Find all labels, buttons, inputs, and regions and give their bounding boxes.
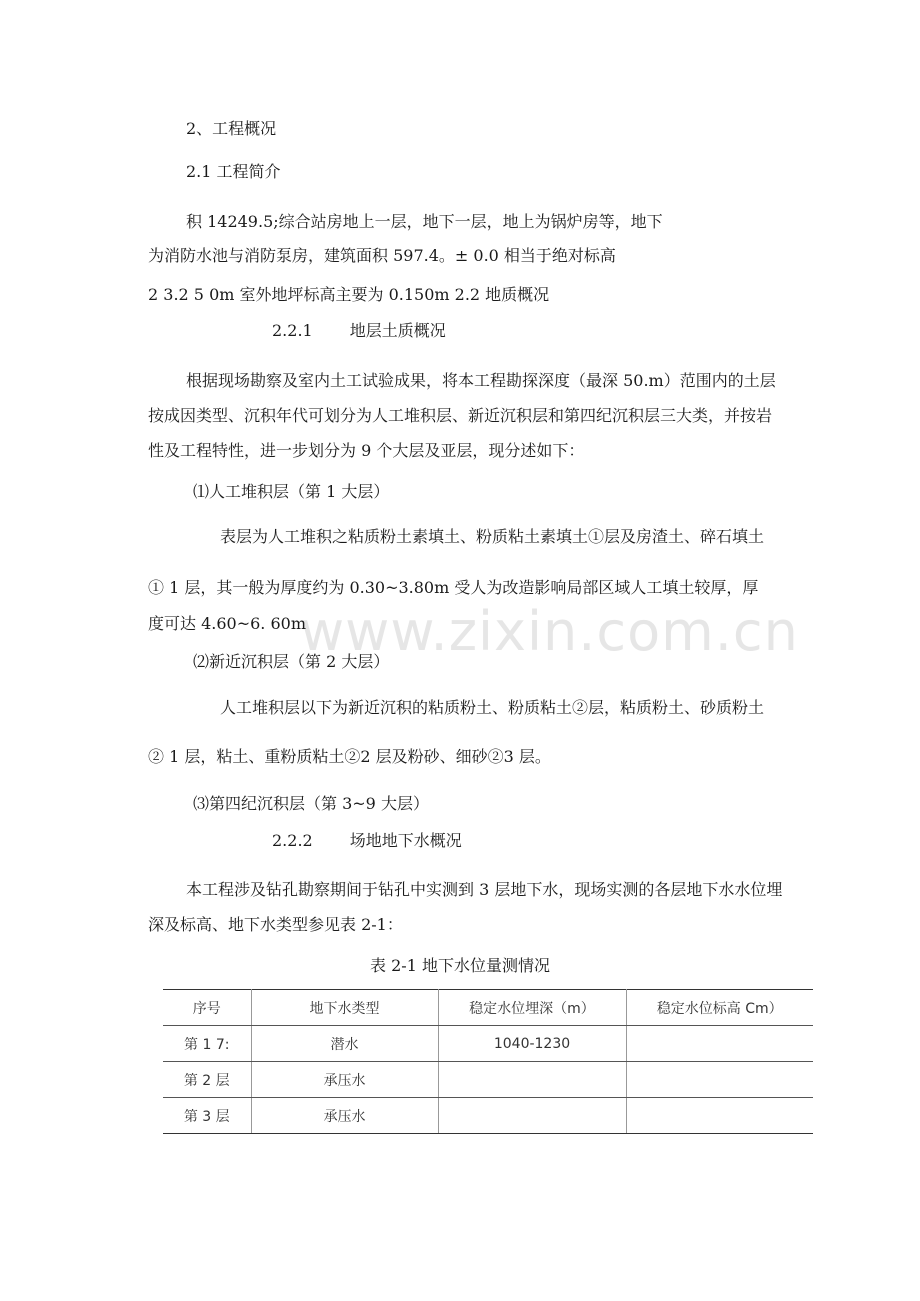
list-heading: ⑵新近沉积层（第 2 大层） xyxy=(193,652,390,671)
column-header: 稳定水位标高 Cm） xyxy=(626,990,813,1026)
list-heading: ⑶第四纪沉积层（第 3~9 大层） xyxy=(193,794,429,813)
paragraph-line: 按成因类型、沉积年代可划分为人工堆积层、新近沉积层和第四纪沉积层三大类，并按岩 xyxy=(148,406,773,425)
paragraph-line: ② 1 层，粘土、重粉质粘土②2 层及粉砂、细砂②3 层。 xyxy=(148,747,551,766)
table-cell xyxy=(626,1026,813,1062)
table-cell xyxy=(626,1062,813,1098)
paragraph-line: 性及工程特性，进一步划分为 9 个大层及亚层，现分述如下： xyxy=(148,441,585,460)
paragraph-line: 深及标高、地下水类型参见表 2-1： xyxy=(148,915,403,934)
section-heading: 2、工程概况 xyxy=(186,119,277,138)
watermark: www.zixin.com.cn xyxy=(300,600,799,663)
paragraph-line: 人工堆积层以下为新近沉积的粘质粉土、粉质粘土②层，粘质粉土、砂质粉土 xyxy=(220,698,765,717)
table-cell xyxy=(438,1098,626,1134)
groundwater-table xyxy=(163,989,813,1134)
column-header: 稳定水位埋深（m） xyxy=(438,990,626,1026)
subsection-heading: 2.1 工程简介 xyxy=(186,162,281,181)
paragraph-line: 积 14249.5;综合站房地上一层，地下一层，地上为锅炉房等，地下 xyxy=(186,212,663,231)
paragraph-line: 度可达 4.60~6. 60m xyxy=(148,614,307,633)
paragraph-line: 为消防水池与消防泵房，建筑面积 597.4。± 0.0 相当于绝对标高 xyxy=(148,246,616,265)
subsection-heading: 2.2.2 场地地下水概况 xyxy=(272,831,462,850)
table-cell: 承压水 xyxy=(251,1098,438,1134)
table-cell: 潜水 xyxy=(251,1026,438,1062)
table-caption: 表 2-1 地下水位量测情况 xyxy=(370,956,550,975)
table-cell: 承压水 xyxy=(251,1062,438,1098)
paragraph-line: ① 1 层，其一般为厚度约为 0.30~3.80m 受人为改造影响局部区域人工填土较厚，厚 xyxy=(148,578,759,597)
paragraph-line: 本工程涉及钻孔勘察期间于钻孔中实测到 3 层地下水，现场实测的各层地下水水位埋 xyxy=(186,880,783,899)
table-cell: 第 2 层 xyxy=(163,1062,251,1098)
table-cell xyxy=(438,1062,626,1098)
list-heading: ⑴人工堆积层（第 1 大层） xyxy=(193,482,390,501)
paragraph-line: 表层为人工堆积之粘质粉土素填土、粉质粘土素填土①层及房渣土、碎石填土 xyxy=(220,527,765,546)
column-header: 地下水类型 xyxy=(251,990,438,1026)
table-cell: 1040-1230 xyxy=(438,1026,626,1062)
table-cell xyxy=(626,1098,813,1134)
column-header: 序号 xyxy=(163,990,251,1026)
table-header-row xyxy=(163,990,813,1026)
table-row xyxy=(163,1026,813,1062)
paragraph-line: 根据现场勘察及室内土工试验成果，将本工程勘探深度（最深 50.m）范围内的土层 xyxy=(186,371,776,390)
table-cell: 第 1 7: xyxy=(163,1026,251,1062)
subsection-heading: 2.2.1 地层土质概况 xyxy=(272,321,446,340)
paragraph-line: 2 3.2 5 0m 室外地坪标高主要为 0.150m 2.2 地质概况 xyxy=(148,285,550,304)
table-row xyxy=(163,1098,813,1134)
table-row xyxy=(163,1062,813,1098)
table-cell: 第 3 层 xyxy=(163,1098,251,1134)
